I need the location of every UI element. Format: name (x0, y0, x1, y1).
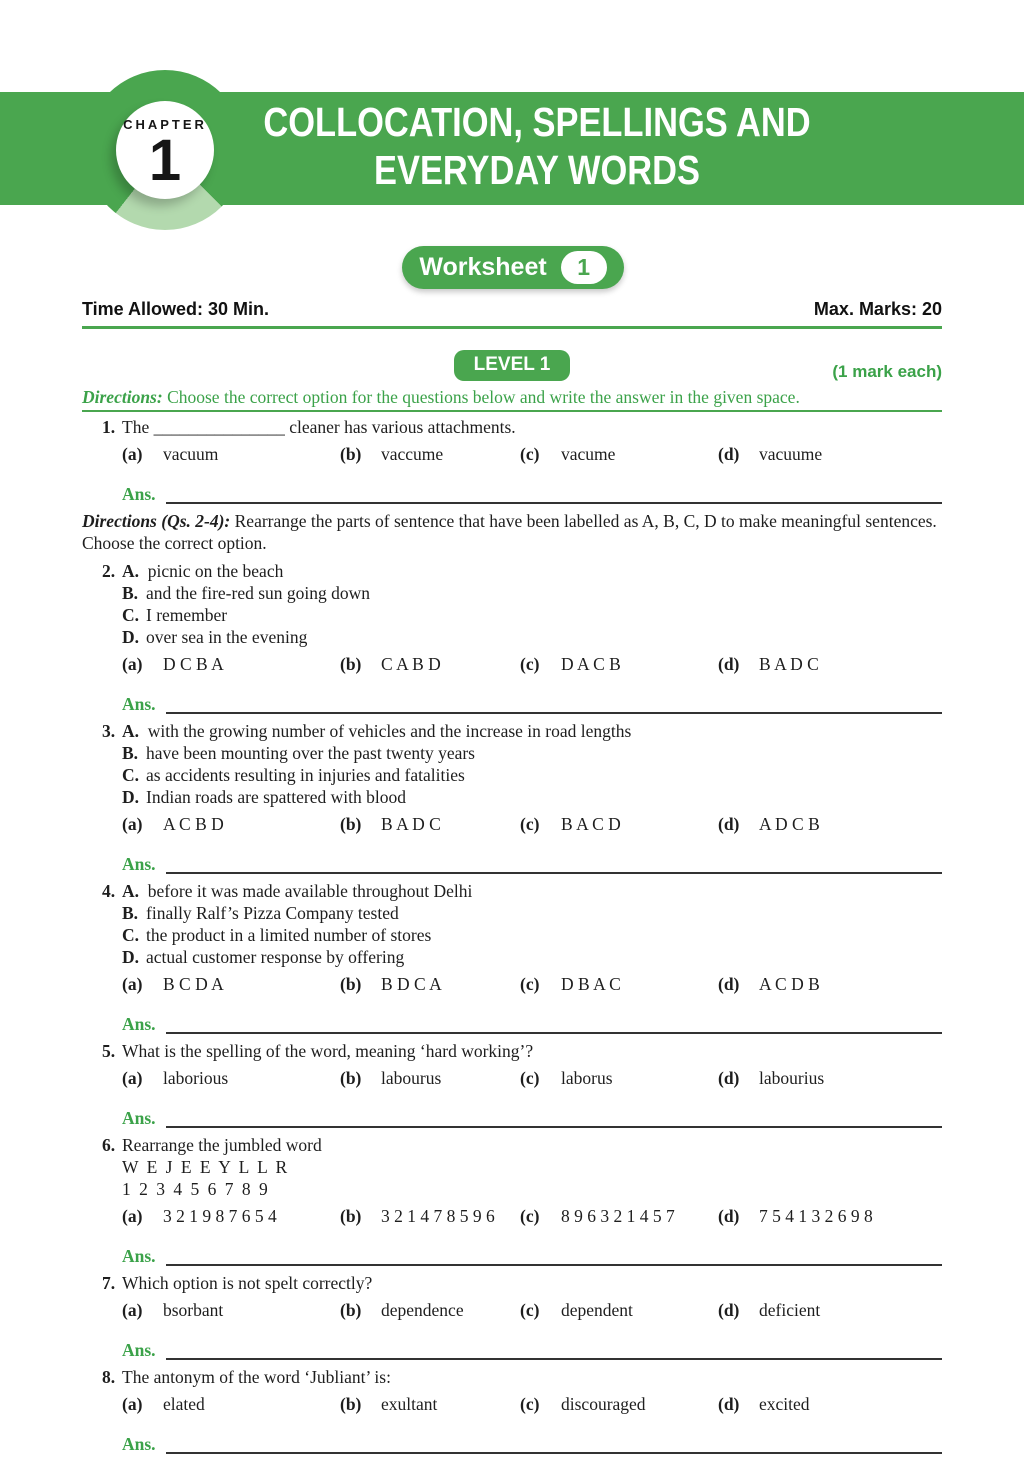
option-c-label: (c) (520, 1394, 540, 1414)
question-number: 8. (102, 1367, 116, 1387)
answer-blank[interactable] (166, 1340, 942, 1360)
question-text: Which option is not spelt correctly? (122, 1273, 373, 1293)
option-d-label: (d) (718, 1068, 740, 1088)
question-stem (82, 880, 942, 902)
option-a-text: vacuum (163, 444, 219, 464)
part-b (82, 742, 942, 764)
directions-label: Directions (Qs. 2-4): (82, 511, 231, 531)
option-a (122, 654, 224, 675)
answer-blank[interactable] (166, 1014, 942, 1034)
chapter-badge-inner (116, 101, 214, 199)
answer-row (82, 474, 942, 504)
option-d-label: (d) (718, 1394, 740, 1414)
option-b-label: (b) (340, 654, 362, 674)
option-d-label: (d) (718, 1206, 740, 1226)
options-row (82, 1392, 942, 1418)
question-text: The _______________ cleaner has various attachments. (122, 417, 516, 437)
question-number: 7. (102, 1273, 116, 1293)
part-a-text: with the growing number of vehicles and the increase in road lengths (147, 721, 632, 741)
option-d (718, 654, 819, 675)
chapter-label: CHAPTER (123, 116, 207, 132)
option-a (122, 444, 218, 465)
option-b-text: B D C A (381, 974, 442, 994)
question-stem (82, 720, 942, 742)
meta-row (82, 299, 942, 320)
option-d-text: 7 5 4 1 3 2 6 9 8 (759, 1206, 873, 1226)
question-text: What is the spelling of the word, meaning ‘hard working’? (122, 1041, 534, 1061)
answer-label: Ans. (122, 1108, 156, 1128)
option-b-text: dependence (381, 1300, 464, 1320)
question-text: The antonym of the word ‘Jubliant’ is: (122, 1367, 391, 1387)
level-badge: LEVEL 1 (454, 350, 571, 381)
question-stem (82, 560, 942, 582)
options-row (82, 812, 942, 838)
option-c-label: (c) (520, 1068, 540, 1088)
option-d-text: A C D B (759, 974, 820, 994)
question-stem (82, 1040, 942, 1062)
option-c-label: (c) (520, 974, 540, 994)
options-row (82, 1298, 942, 1324)
option-b (340, 444, 443, 465)
question-number: 6. (102, 1135, 116, 1155)
directions-text: Choose the correct option for the questions below and write the answer in the given space. (167, 387, 800, 407)
part-b-label: B. (122, 743, 139, 763)
chapter-badge (85, 70, 245, 230)
option-d (718, 444, 822, 465)
time-allowed: Time Allowed: 30 Min. (82, 299, 270, 319)
question-number: 4. (102, 881, 116, 901)
option-b-text: exultant (381, 1394, 438, 1414)
part-c-label: C. (122, 765, 140, 785)
option-b (340, 1300, 464, 1321)
option-d-text: labourius (759, 1068, 825, 1088)
option-b (340, 654, 441, 675)
options-row (82, 442, 942, 468)
answer-row (82, 1330, 942, 1360)
part-c-label: C. (122, 605, 140, 625)
question-1 (82, 416, 942, 504)
option-c-label: (c) (520, 1300, 540, 1320)
option-d-label: (d) (718, 814, 740, 834)
option-c (520, 974, 621, 995)
worksheet-pill (402, 246, 624, 289)
question-4 (82, 880, 942, 1034)
option-c (520, 1300, 633, 1321)
divider-rule (82, 410, 942, 412)
option-c-text: B A C D (561, 814, 621, 834)
option-d-label: (d) (718, 1300, 740, 1320)
part-d-label: D. (122, 947, 140, 967)
options-row (82, 1204, 942, 1230)
answer-row (82, 844, 942, 874)
option-b-text: vaccume (381, 444, 444, 464)
option-d-label: (d) (718, 444, 740, 464)
option-a (122, 1300, 223, 1321)
option-b-text: labourus (381, 1068, 442, 1088)
level-row (82, 350, 942, 382)
part-d (82, 626, 942, 648)
answer-blank[interactable] (166, 1108, 942, 1128)
answer-label: Ans. (122, 1246, 156, 1266)
option-d (718, 1206, 873, 1227)
option-c-label: (c) (520, 1206, 540, 1226)
question-number: 3. (102, 721, 116, 741)
option-a-text: bsorbant (163, 1300, 224, 1320)
answer-label: Ans. (122, 1434, 156, 1454)
option-d-text: B A D C (759, 654, 819, 674)
option-a-label: (a) (122, 1300, 143, 1320)
answer-blank[interactable] (166, 1434, 942, 1454)
answer-row (82, 684, 942, 714)
option-b-text: 3 2 1 4 7 8 5 9 6 (381, 1206, 495, 1226)
part-a-text: before it was made available throughout Delhi (147, 881, 473, 901)
option-d-label: (d) (718, 654, 740, 674)
part-d-label: D. (122, 627, 140, 647)
option-c (520, 1394, 646, 1415)
option-d-text: A D C B (759, 814, 820, 834)
option-a-label: (a) (122, 1068, 143, 1088)
answer-blank[interactable] (166, 484, 942, 504)
option-b-label: (b) (340, 1206, 362, 1226)
option-c (520, 1206, 675, 1227)
part-d (82, 946, 942, 968)
answer-label: Ans. (122, 854, 156, 874)
option-a-label: (a) (122, 654, 143, 674)
answer-label: Ans. (122, 1340, 156, 1360)
question-8 (82, 1366, 942, 1454)
option-b-label: (b) (340, 1300, 362, 1320)
part-d-text: Indian roads are spattered with blood (146, 787, 406, 807)
part-b (82, 582, 942, 604)
option-a-label: (a) (122, 814, 143, 834)
part-b-text: finally Ralf’s Pizza Company tested (146, 903, 399, 923)
option-c (520, 654, 621, 675)
max-marks: Max. Marks: 20 (813, 299, 942, 319)
option-a-text: B C D A (163, 974, 224, 994)
part-a-label: A. (122, 881, 140, 901)
part-a-label: A. (122, 721, 140, 741)
option-d (718, 1068, 824, 1089)
part-d-label: D. (122, 787, 140, 807)
option-a-text: 3 2 1 9 8 7 6 5 4 (163, 1206, 277, 1226)
option-a (122, 1068, 228, 1089)
answer-row (82, 1098, 942, 1128)
part-d (82, 786, 942, 808)
directions-main (82, 386, 942, 408)
jumbled-word-indices: 1 2 3 4 5 6 7 8 9 (122, 1179, 270, 1199)
chapter-title (162, 98, 913, 194)
option-b (340, 1394, 437, 1415)
chapter-title-line1: COLLOCATION, SPELLINGS AND (263, 99, 811, 145)
question-5 (82, 1040, 942, 1128)
part-a-text: picnic on the beach (147, 561, 284, 581)
question-stem (82, 416, 942, 438)
option-c-text: discouraged (561, 1394, 646, 1414)
option-a (122, 1394, 205, 1415)
part-c-text: the product in a limited number of stores (146, 925, 432, 945)
part-b-label: B. (122, 903, 139, 923)
part-b-text: have been mounting over the past twenty years (146, 743, 475, 763)
option-b (340, 1206, 495, 1227)
option-d (718, 1300, 820, 1321)
question-stem (82, 1272, 942, 1294)
options-row (82, 1066, 942, 1092)
option-d-text: vacuume (759, 444, 823, 464)
part-b (82, 902, 942, 924)
directions-text: Rearrange the parts of sentence that have been labelled as A, B, C, D to make meaningful sentences. Choose the correct option. (82, 511, 937, 553)
option-d-label: (d) (718, 974, 740, 994)
question-number: 2. (102, 561, 116, 581)
part-c (82, 924, 942, 946)
directions-qs-2-4 (82, 510, 942, 554)
question-number: 5. (102, 1041, 116, 1061)
option-d (718, 1394, 810, 1415)
option-a-label: (a) (122, 1394, 143, 1414)
part-b-text: and the fire-red sun going down (146, 583, 371, 603)
option-b-label: (b) (340, 814, 362, 834)
option-c-label: (c) (520, 654, 540, 674)
option-b (340, 974, 442, 995)
part-d-text: over sea in the evening (146, 627, 308, 647)
option-b-label: (b) (340, 1068, 362, 1088)
worksheet-number-badge: 1 (561, 251, 607, 284)
part-a-label: A. (122, 561, 140, 581)
question-stem (82, 1366, 942, 1388)
jumbled-word: W E J E E Y L L R (122, 1157, 290, 1177)
part-c-label: C. (122, 925, 140, 945)
question-number: 1. (102, 417, 116, 437)
option-b (340, 814, 441, 835)
option-b (340, 1068, 441, 1089)
answer-row (82, 1424, 942, 1454)
option-c (520, 444, 615, 465)
option-c-label: (c) (520, 444, 540, 464)
chapter-number: 1 (148, 127, 182, 193)
option-c-label: (c) (520, 814, 540, 834)
option-c-text: D A C B (561, 654, 621, 674)
option-a-text: D C B A (163, 654, 224, 674)
question-6 (82, 1134, 942, 1266)
answer-blank[interactable] (166, 1246, 942, 1266)
option-c-text: vacume (561, 444, 616, 464)
option-c-text: D B A C (561, 974, 621, 994)
divider-rule (82, 326, 942, 329)
answer-label: Ans. (122, 694, 156, 714)
option-a (122, 974, 224, 995)
option-d-text: deficient (759, 1300, 821, 1320)
option-d (718, 814, 820, 835)
option-a-label: (a) (122, 444, 143, 464)
part-c (82, 604, 942, 626)
question-stem (82, 1134, 942, 1156)
option-a-label: (a) (122, 974, 143, 994)
part-c-text: I remember (146, 605, 228, 625)
question-7 (82, 1272, 942, 1360)
part-b-label: B. (122, 583, 139, 603)
marks-note: (1 mark each) (832, 362, 942, 381)
answer-row (82, 1236, 942, 1266)
option-b-text: B A D C (381, 814, 441, 834)
option-a-text: laborious (163, 1068, 229, 1088)
part-c-text: as accidents resulting in injuries and fatalities (146, 765, 465, 785)
option-b-text: C A B D (381, 654, 441, 674)
option-b-label: (b) (340, 444, 362, 464)
answer-label: Ans. (122, 1014, 156, 1034)
chapter-title-line2: EVERYDAY WORDS (374, 147, 700, 193)
answer-label: Ans. (122, 484, 156, 504)
question-text: Rearrange the jumbled word (122, 1135, 322, 1155)
answer-row (82, 1004, 942, 1034)
question-3 (82, 720, 942, 874)
option-d (718, 974, 820, 995)
answer-blank[interactable] (166, 694, 942, 714)
worksheet-label: Worksheet (419, 253, 547, 281)
option-a-text: elated (163, 1394, 205, 1414)
answer-blank[interactable] (166, 854, 942, 874)
option-c (520, 1068, 613, 1089)
part-c (82, 764, 942, 786)
option-c-text: 8 9 6 3 2 1 4 5 7 (561, 1206, 675, 1226)
directions-label: Directions: (82, 387, 163, 407)
options-row (82, 972, 942, 998)
option-b-label: (b) (340, 974, 362, 994)
option-a (122, 1206, 277, 1227)
option-c (520, 814, 621, 835)
option-c-text: dependent (561, 1300, 633, 1320)
question-2 (82, 560, 942, 714)
option-d-text: excited (759, 1394, 810, 1414)
questions-list (82, 416, 942, 1460)
option-a-label: (a) (122, 1206, 143, 1226)
option-c-text: laborus (561, 1068, 613, 1088)
part-d-text: actual customer response by offering (146, 947, 405, 967)
option-a (122, 814, 224, 835)
option-b-label: (b) (340, 1394, 362, 1414)
option-a-text: A C B D (163, 814, 224, 834)
options-row (82, 652, 942, 678)
